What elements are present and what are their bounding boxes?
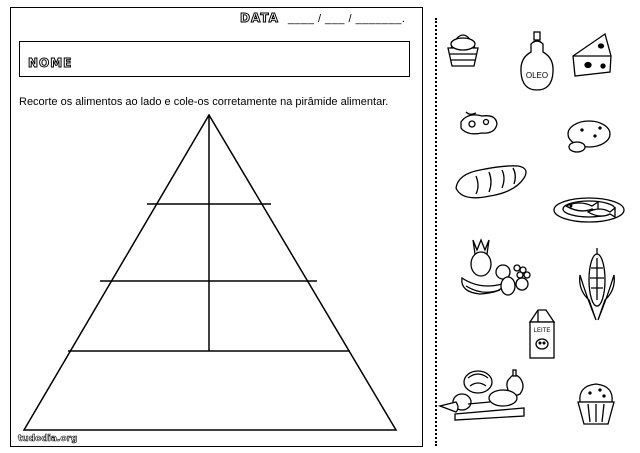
date-blanks: ____ / ___ / _______. [287,13,406,25]
vegetables-icon[interactable] [440,370,524,420]
fish-plate-icon[interactable] [554,198,624,222]
cheese-icon[interactable] [573,34,611,76]
site-logo: tudodia.org [18,434,78,444]
name-label: NOME [28,56,73,70]
potato-icon[interactable] [568,121,610,152]
milk-label: LEITE [533,328,551,334]
bread-basket-icon[interactable] [448,35,478,66]
oil-bottle-icon[interactable] [521,32,553,90]
date-label: DATA [240,11,279,25]
corn-icon[interactable] [580,248,615,320]
fruits-icon[interactable] [462,240,530,295]
meat-icon[interactable] [461,112,497,134]
food-pyramid [24,115,396,430]
oil-label: OLEO [525,71,549,80]
instruction-text: Recorte os alimentos ao lado e cole-os corretamente na pirâmide alimentar. [19,96,389,108]
muffin-icon[interactable] [578,384,614,424]
bread-loaf-icon[interactable] [456,166,526,198]
pyramid-outline [24,115,396,430]
milk-carton-icon[interactable] [530,310,554,358]
